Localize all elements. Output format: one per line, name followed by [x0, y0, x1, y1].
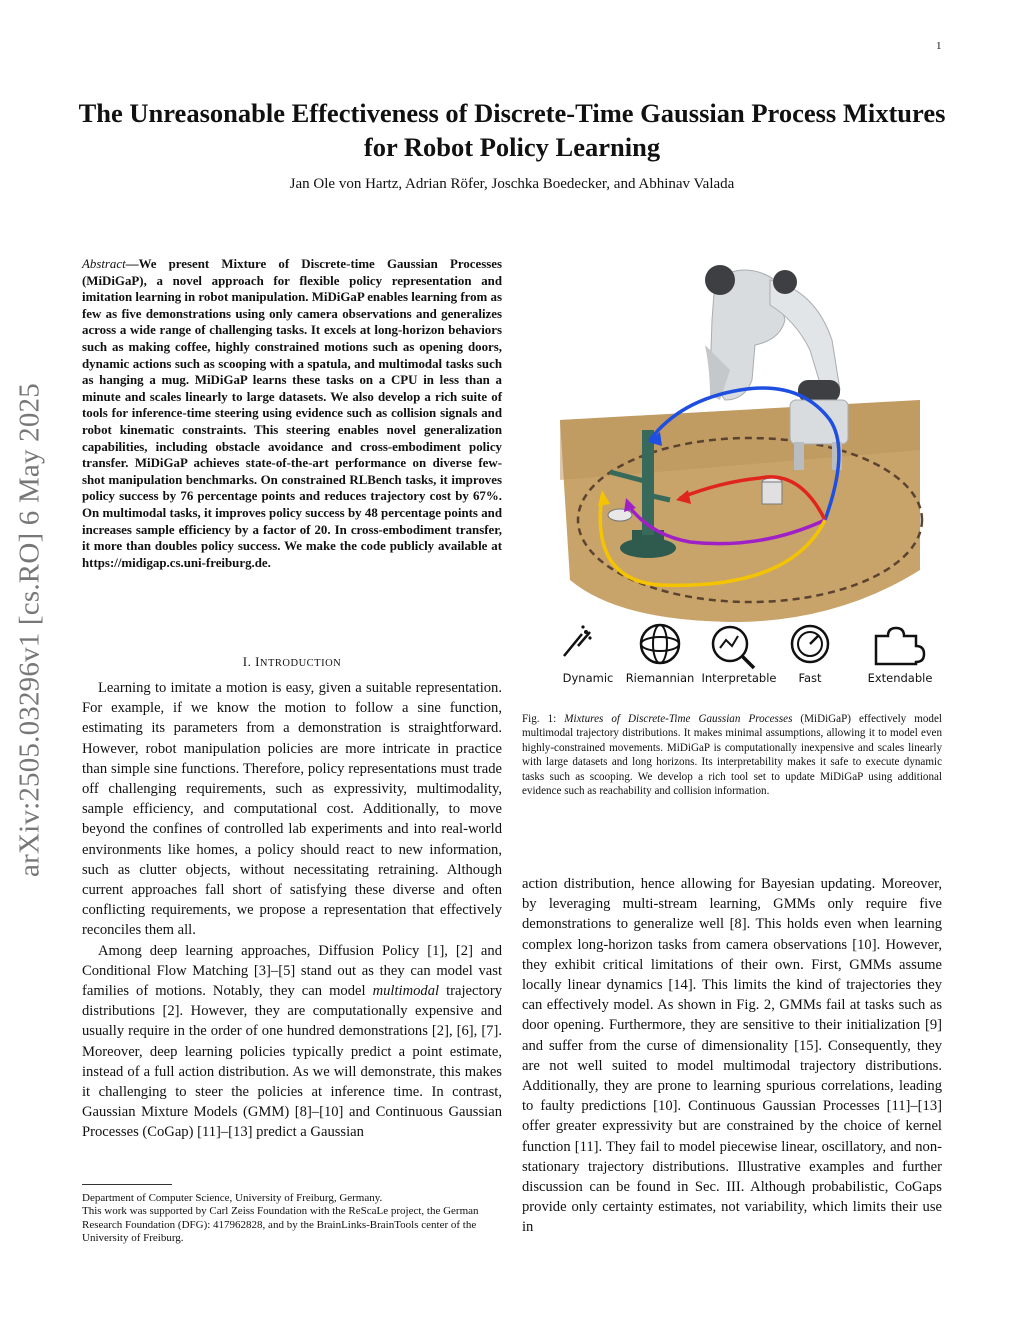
intro-paragraph-1: Learning to imitate a motion is easy, given a suitable representation. For example, if we know the motion to follow a sine function, estimating its parameters from a demonstration is straightforward. However, robot manipulation policies are more intricate in practice than simple sine functions. Therefore, policy representations must trade off challenging requirements, such as expressivity, multimodality, sample efficiency, and computational cost. Additionally, to move beyond the confines of controlled lab experiments and into real-world environments like homes, a policy should react to new information, such as clutter objects, without necessitating retraining. Although current approaches fall short of satisfying these diverse and often conflicting requirements, we propose a representation that effectively reconciles them all. — [82, 680, 502, 939]
mug-1-body — [762, 482, 782, 504]
right-column-body — [522, 874, 942, 1238]
figure-caption — [522, 712, 942, 798]
gripper-finger-left — [794, 442, 804, 470]
intro-p2-part-b: trajectory distributions [2]. However, they are computationally expensive and usually require in the order of one hundred demonstrations [2], [6], [7]. Moreover, deep learning policies typically predict a point estimate, instead of a full action distribution. As we will demonstrate, this makes it challenging to steer the policies at inference time. In contrast, Gaussian Mixture Models (GMM) [8]–[10] and Continuous Gaussian Processes (CoGap) [11]–[13] predict a Gaussian — [82, 983, 502, 1141]
icon-label-dynamic: Dynamic — [562, 671, 614, 685]
intro-p2-part-a: Among deep learning approaches, Diffusion Policy [1], [2] and Conditional Flow Matching [3]–[5] stand out as they can model vast families of motions. Notably, they can model — [82, 942, 502, 1000]
intro-paragraph-2 — [82, 941, 502, 1143]
abstract-label: Abstract — [82, 257, 126, 271]
icon-row — [563, 625, 933, 685]
section-title-initial: I — [255, 654, 260, 669]
footnote-affiliation: Department of Computer Science, University of Freiburg, Germany. — [82, 1192, 383, 1204]
arxiv-identifier: arXiv:2505.03296v1 [cs.RO] 6 May 2025 — [13, 383, 46, 877]
introduction-body — [82, 678, 502, 1143]
icon-label-riemannian: Riemannian — [625, 671, 695, 685]
riemannian-icon — [641, 625, 679, 663]
icon-label-extendable: Extendable — [867, 671, 933, 685]
robot-joint-1 — [705, 265, 735, 295]
section-number: I. — [242, 654, 252, 669]
robot-joint-2 — [773, 270, 797, 294]
abstract-text: —We present Mixture of Discrete-time Gaussian Processes (MiDiGaP), a novel approach for flexible policy representation and imitation learning in robot manipulation. MiDiGaP enables learning from as few as five demonstrations using only camera observations and generalizes across a wide range of challenging tasks. It excels at long-horizon behaviors such as making coffee, highly constrained motions such as opening doors, dynamic actions such as scooping with a spatula, and multimodal tasks such as hanging a mug. MiDiGaP learns these tasks on a CPU in less than a minute and scales linearly to large datasets. We also develop a rich suite of tools for inference-time steering using evidence such as collision signals and robot kinematic constraints. This steering enables novel generalization capabilities, including obstacle avoidance and cross-embodiment policy transfer. MiDiGaP achieves state-of-the-art performance on diverse few-shot manipulation benchmarks. On constrained RLBench tasks, it improves policy success by 76 percentage points and reduces trajectory cost by 67%. On multimodal tasks, it improves policy success by 48 percentage points and increases sample efficiency by a factor of 20. In cross-embodiment transfer, it more than doubles policy success. We make the code publicly available at https://midigap.cs.uni-freiburg.de. — [82, 257, 502, 570]
icon-label-fast: Fast — [798, 671, 822, 685]
interpretable-icon — [713, 627, 754, 668]
footnote — [82, 1192, 502, 1246]
caption-text: (MiDiGaP) effectively model multimodal trajectory distributions. It makes minimal assumptions, allowing it to model even highly-constrained movements. MiDiGaP is computationally inexpensive and scales linearly with large datasets and long horizons. Its interpretability makes it safe to execute dynamic tasks such as scooping. We develop a rich tool set to update MiDiGaP using additional evidence such as reachability and collision information. — [522, 713, 942, 798]
intro-p2-emphasis: multimodal — [372, 983, 440, 1000]
authors: Jan Ole von Hartz, Adrian Röfer, Joschka Boedecker, and Abhinav Valada — [289, 176, 735, 192]
abstract — [82, 256, 502, 571]
figure-1 — [540, 250, 940, 690]
paper-title: The Unreasonable Effectiveness of Discrete-Time Gaussian Process Mixtures for Robot Policy Learning — [78, 98, 946, 162]
section-heading — [82, 654, 502, 670]
extendable-icon — [876, 628, 924, 664]
right-paragraph-1: action distribution, hence allowing for Bayesian updating. Moreover, by leveraging multi-stream learning, GMMs only require five demonstrations to generalize well [8]. This holds even when learning complex long-horizon tasks from camera observations [10]. However, they exhibit critical limitations of their own. First, GMMs assume locally linear dynamics [14]. This limits the kind of trajectories they can effectively model. As shown in Fig. 2, GMMs fail at tasks such as door opening. Furthermore, they are sensitive to their initialization [9] and suffer from the curse of dimensionality [15]. Consequently, they are not well suited to model multimodal trajectory distributions. Additionally, they are prone to learning spurious correlations, leading to faulty predictions [10]. Continuous Gaussian Processes [11]–[13] offer greater expressivity but are constrained by the choice of kernel function [11]. They fail to model piecewise linear, oscillatory, and non-stationary trajectory distributions. Illustrative examples and further discussion can be found in Sec. III. Although probabilistic, CoGaps provide only certainty estimates, not variability, which limits their use in — [522, 876, 942, 1236]
figure-1-illustration — [540, 250, 940, 690]
page-number: 1 — [936, 40, 942, 52]
footnote-funding: This work was supported by Carl Zeiss Foundation with the ReScaLe project, the German Research Foundation (DFG): 417962828, and by the BrainLinks-BrainTools center of the University of Freiburg. — [82, 1205, 479, 1245]
fast-icon — [792, 626, 828, 662]
dynamic-icon — [564, 625, 592, 656]
arxiv-sidebar — [8, 300, 52, 960]
mug-2 — [608, 509, 632, 521]
icon-label-interpretable: Interpretable — [701, 671, 777, 685]
section-title-rest: NTRODUCTION — [259, 658, 342, 669]
footnote-rule — [82, 1184, 172, 1185]
caption-label: Fig. 1: — [522, 713, 565, 725]
caption-emphasis: Mixtures of Discrete-Time Gaussian Processes — [564, 713, 793, 725]
